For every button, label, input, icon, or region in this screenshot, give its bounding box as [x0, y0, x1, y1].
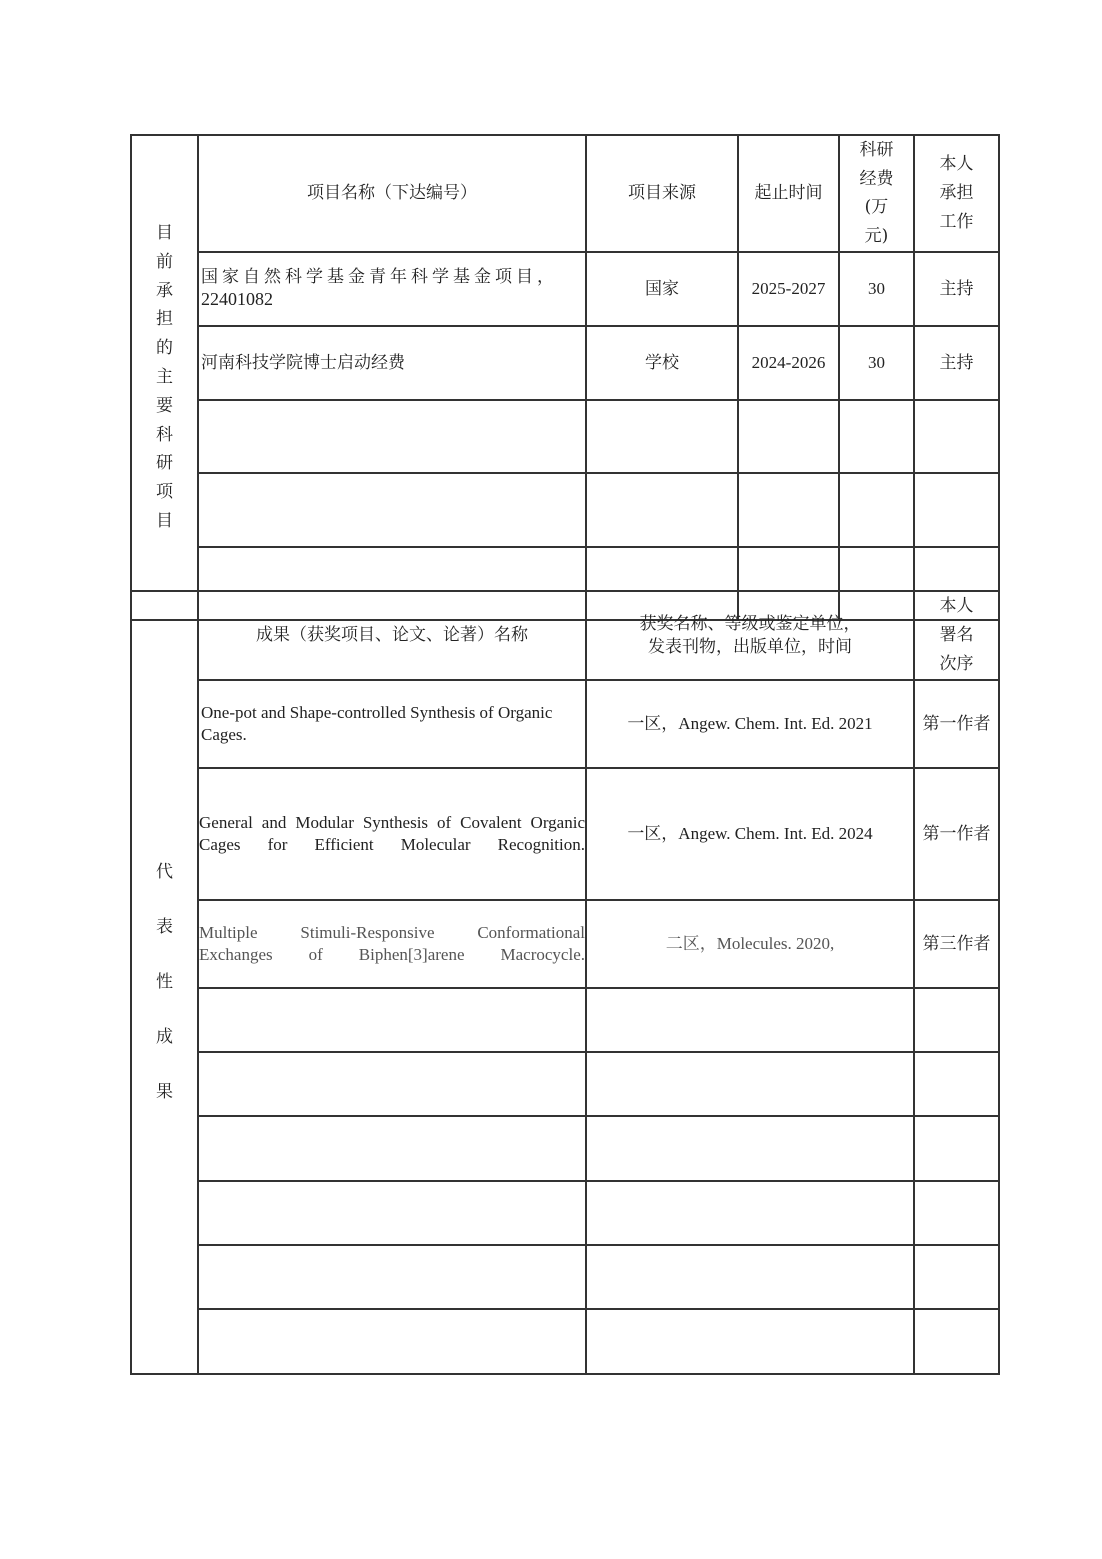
- empty-cell: [914, 1052, 999, 1116]
- project-role: 主持: [914, 326, 999, 400]
- empty-cell: [586, 1181, 914, 1245]
- achievement-row-empty: [131, 1181, 999, 1245]
- project-period: 2025-2027: [738, 252, 839, 326]
- achievement-title: General and Modular Synthesis of Covalent Organic Cages for Efficient Molecular Recognition.: [198, 768, 586, 900]
- header-project-role: 本人承担工作: [939, 154, 974, 232]
- achievement-order: 第一作者: [914, 680, 999, 768]
- project-row: [131, 326, 999, 400]
- achievement-order: 第一作者: [914, 768, 999, 900]
- header-project-period: 起止时间: [738, 135, 839, 252]
- achievement-row-empty: [131, 1116, 999, 1181]
- achievement-row-empty: [131, 988, 999, 1052]
- empty-cell: [198, 1116, 586, 1181]
- project-name-cell: [198, 252, 586, 326]
- empty-cell: [198, 1245, 586, 1309]
- empty-cell: [586, 400, 738, 473]
- empty-cell: [914, 1309, 999, 1374]
- empty-cell: [198, 400, 586, 473]
- empty-cell: [586, 1052, 914, 1116]
- empty-cell: [738, 400, 839, 473]
- projects-header-row: [131, 135, 999, 252]
- project-period: 2024-2026: [738, 326, 839, 400]
- projects-table: [130, 134, 1000, 621]
- achievements-header-row: [131, 591, 999, 680]
- achievement-venue: 一区，Angew. Chem. Int. Ed. 2021: [586, 680, 914, 768]
- achievement-venue: 二区，Molecules. 2020,: [586, 900, 914, 988]
- projects-section-label-cell: [131, 135, 198, 620]
- header-achievement-order-cell: [914, 591, 999, 680]
- project-source: 学校: [586, 326, 738, 400]
- header-project-name: 项目名称（下达编号）: [198, 135, 586, 252]
- achievement-title: Multiple Stimuli-Responsive Conformational Exchanges of Biphen[3]arene Macrocycle.: [198, 900, 586, 988]
- empty-cell: [198, 1052, 586, 1116]
- achievement-title: One-pot and Shape-controlled Synthesis of Organic Cages.: [198, 680, 586, 768]
- header-project-funding-cell: [839, 135, 914, 252]
- empty-cell: [198, 988, 586, 1052]
- empty-cell: [914, 1245, 999, 1309]
- project-name: 国家自然科学基金青年科学基金项目，: [201, 267, 558, 288]
- header-project-role-cell: [914, 135, 999, 252]
- achievement-row: [131, 900, 999, 988]
- achievement-row: [131, 768, 999, 900]
- empty-cell: [839, 400, 914, 473]
- project-role: 主持: [914, 252, 999, 326]
- header-achievement-name: 成果（获奖项目、论文、论著）名称: [198, 591, 586, 680]
- header-achievement-venue-cell: [586, 591, 914, 680]
- project-funding: 30: [839, 326, 914, 400]
- empty-cell: [839, 473, 914, 547]
- achievements-section-label: 代表性成果: [155, 862, 173, 1102]
- achievement-row: [131, 680, 999, 768]
- empty-cell: [738, 473, 839, 547]
- project-row-empty: [131, 400, 999, 473]
- project-source: 国家: [586, 252, 738, 326]
- achievements-section-label-cell: [131, 591, 198, 1374]
- empty-cell: [586, 1116, 914, 1181]
- empty-cell: [914, 1116, 999, 1181]
- empty-cell: [914, 988, 999, 1052]
- project-funding: 30: [839, 252, 914, 326]
- header-achievement-order: 本人署名次序: [939, 596, 974, 674]
- achievement-row-empty: [131, 1309, 999, 1374]
- empty-cell: [586, 1309, 914, 1374]
- empty-cell: [586, 988, 914, 1052]
- empty-cell: [914, 1181, 999, 1245]
- empty-cell: [586, 473, 738, 547]
- empty-cell: [914, 473, 999, 547]
- header-achievement-venue-line1: 获奖名称、等级或鉴定单位，: [639, 614, 861, 635]
- empty-cell: [914, 400, 999, 473]
- project-row-empty: [131, 473, 999, 547]
- header-achievement-venue-line2: 发表刊物，出版单位，时间: [648, 636, 852, 657]
- empty-cell: [198, 1309, 586, 1374]
- achievement-order: 第三作者: [914, 900, 999, 988]
- achievement-row-empty: [131, 1245, 999, 1309]
- project-row: [131, 252, 999, 326]
- empty-cell: [198, 473, 586, 547]
- empty-cell: [198, 1181, 586, 1245]
- achievements-table: [130, 590, 1000, 1375]
- project-code: 22401082: [201, 289, 273, 310]
- achievement-venue: 一区，Angew. Chem. Int. Ed. 2024: [586, 768, 914, 900]
- header-project-source: 项目来源: [586, 135, 738, 252]
- header-project-funding: 科研经费(万元): [859, 140, 894, 247]
- project-name: 河南科技学院博士启动经费: [198, 326, 586, 400]
- empty-cell: [586, 1245, 914, 1309]
- projects-section-label: 目前承担的主要科研项目: [155, 223, 173, 531]
- achievement-row-empty: [131, 1052, 999, 1116]
